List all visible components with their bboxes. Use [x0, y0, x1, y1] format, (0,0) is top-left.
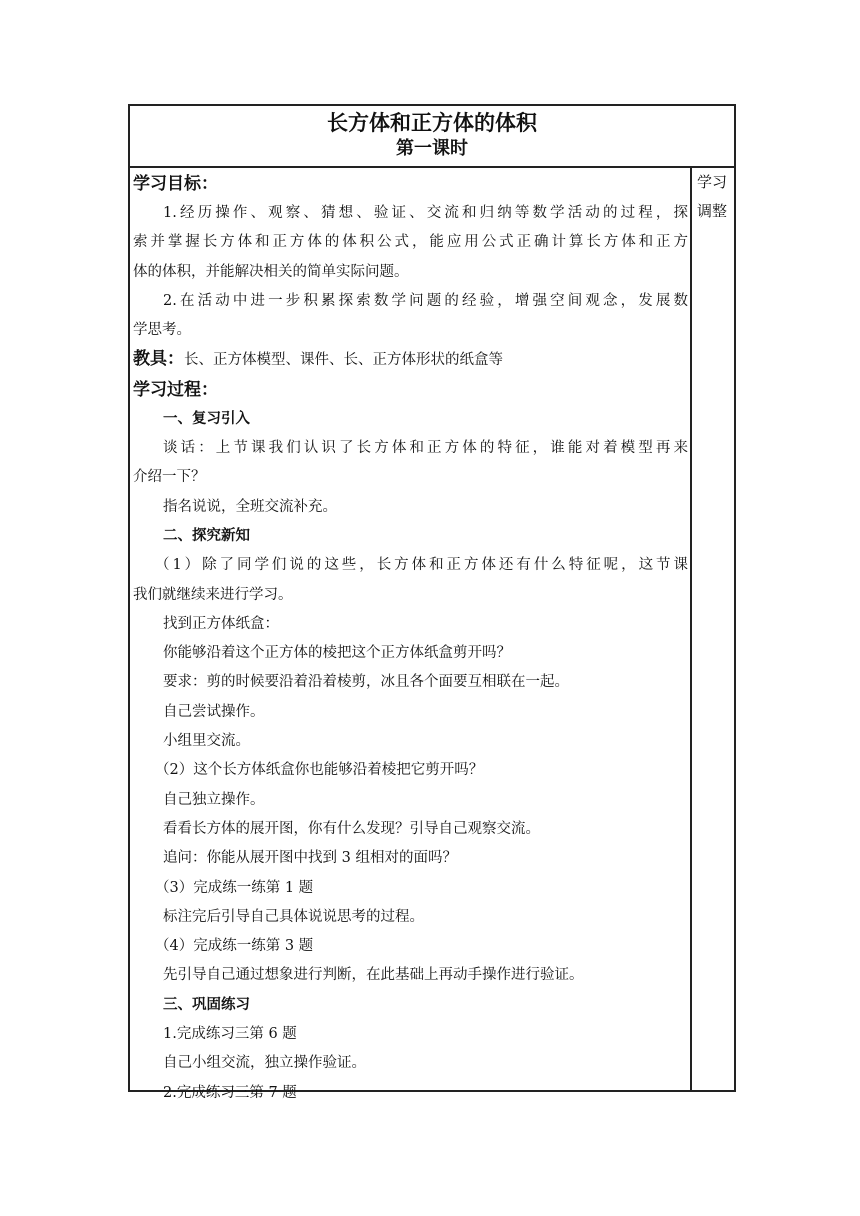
section-2-line-6: 自己独立操作。 [163, 791, 265, 808]
section-1-talk-line-1: 谈话：上节课我们认识了长方体和正方体的特征，谁能对着模型再来 [163, 440, 688, 457]
section-2-question-1-line-1: （1）除了同学们说的这些，长方体和正方体还有什么特征呢，这节课 [155, 557, 688, 574]
section-2-question-3: （3）完成练一练第 1 题 [155, 879, 314, 896]
section-2-line-1: 找到正方体纸盒： [163, 615, 279, 632]
objective-1-line-3: 体的体积，并能解决相关的简单实际问题。 [133, 263, 409, 280]
side-label-line-1: 学习 [696, 173, 727, 191]
section-2-line-2: 你能够沿着这个正方体的棱把这个正方体纸盒剪开吗？ [163, 645, 511, 662]
page-title: 长方体和正方体的体积 [327, 111, 537, 135]
adjustment-column [690, 166, 734, 1090]
section-2-title: 二、探究新知 [163, 527, 250, 544]
section-3-title: 三、巩固练习 [163, 996, 250, 1013]
section-3-line-3: 2.完成练习三第 7 题 [163, 1084, 297, 1101]
section-2-line-8: 追问：你能从展开图中找到 3 组相对的面吗？ [163, 850, 457, 867]
section-3-line-1: 1.完成练习三第 6 题 [163, 1026, 297, 1043]
objective-2-line-1: 2.在活动中进一步积累探索数学问题的经验，增强空间观念，发展数 [163, 292, 688, 309]
section-2-paragraph-3: 标注完后引导自己具体说说思考的过程。 [163, 908, 424, 925]
section-2-line-3: 要求：剪的时候要沿着沿着棱剪，冰且各个面要互相联在一起。 [163, 674, 569, 691]
section-2-line-7: 看看长方体的展开图，你有什么发现？引导自己观察交流。 [163, 820, 540, 837]
tools-text: 长、正方体模型、课件、长、正方体形状的纸盒等 [184, 352, 503, 369]
section-2-line-5: 小组里交流。 [163, 733, 250, 750]
tools-row [133, 345, 688, 375]
section-3-line-2: 自己小组交流，独立操作验证。 [163, 1055, 366, 1072]
section-1-title: 一、复习引入 [163, 410, 250, 427]
objective-1-line-1: 1.经历操作、观察、猜想、验证、交流和归纳等数学活动的过程，探 [163, 205, 688, 221]
process-heading: 学习过程： [133, 379, 218, 400]
section-2-question-2: （2）这个长方体纸盒你也能够沿着棱把它剪开吗？ [155, 762, 484, 779]
section-2-question-1-line-2: 我们就继续来进行学习。 [133, 586, 293, 603]
objectives-heading: 学习目标： [133, 174, 218, 194]
content-cell [130, 166, 692, 1101]
section-2-line-4: 自己尝试操作。 [163, 703, 265, 720]
section-1-paragraph: 指名说说，全班交流补充。 [163, 498, 337, 515]
side-label-line-2: 调整 [696, 202, 727, 220]
tools-label: 教具： [133, 349, 184, 370]
page-subtitle: 第一课时 [396, 138, 468, 159]
title-cell [130, 106, 734, 168]
lesson-plan-table [128, 104, 736, 1101]
section-1-talk-line-2: 介绍一下？ [133, 469, 206, 486]
objective-1-line-2: 索并掌握长方体和正方体的体积公式，能应用公式正确计算长方体和正方 [133, 234, 688, 251]
objective-2-line-2: 学思考。 [133, 322, 191, 339]
section-2-paragraph-4: 先引导自己通过想象进行判断，在此基础上再动手操作进行验证。 [163, 967, 584, 984]
section-2-question-4: （4）完成练一练第 3 题 [155, 938, 314, 955]
